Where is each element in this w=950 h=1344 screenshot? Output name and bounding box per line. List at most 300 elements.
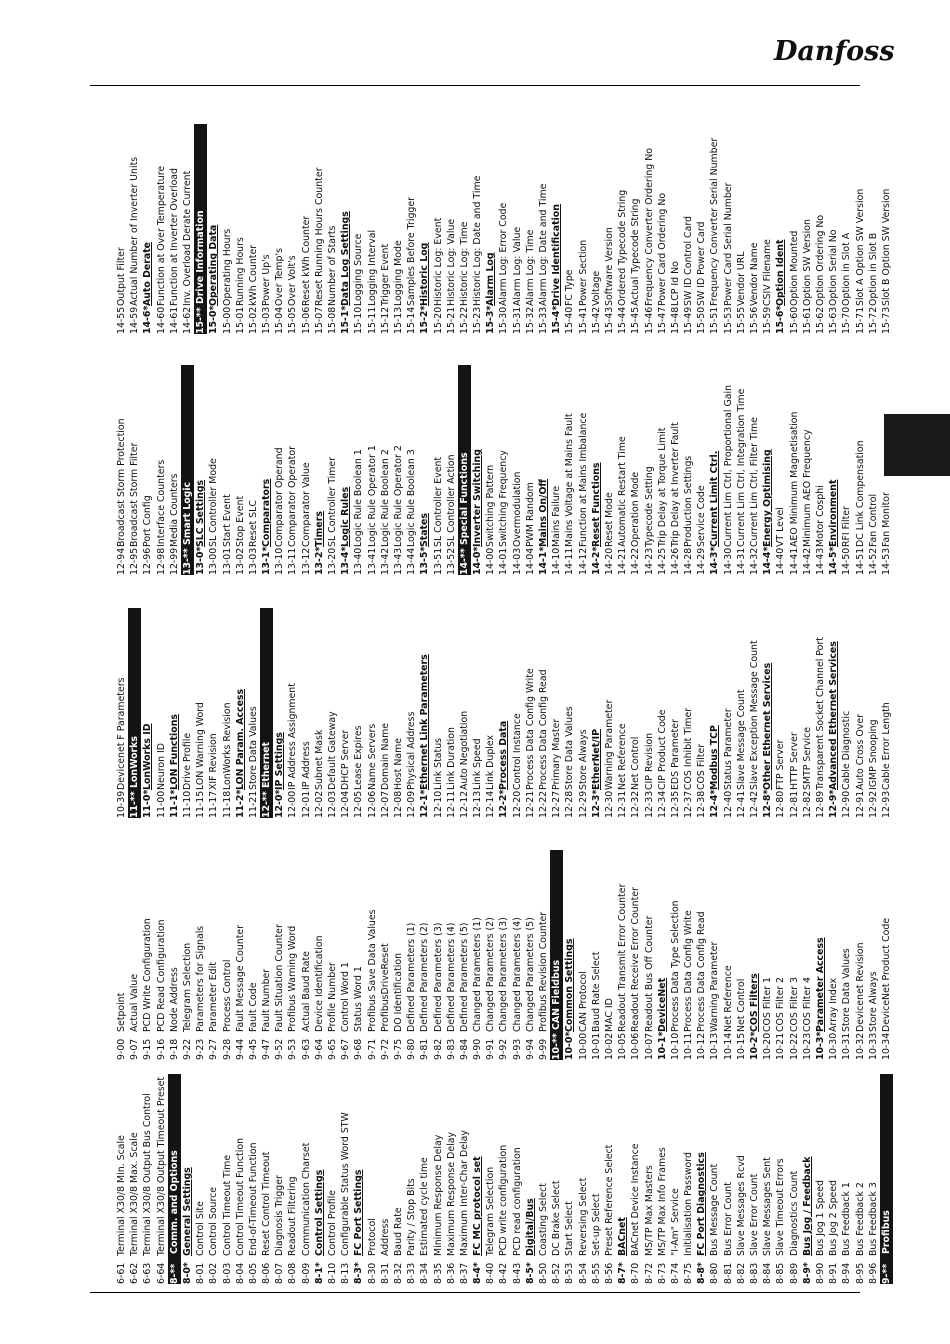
parameter-row (788, 1074, 801, 1284)
parameter-row (629, 124, 642, 334)
parameter-number: 14-41 (788, 547, 800, 575)
parameter-row (405, 608, 418, 818)
parameter-name: LON Warning Word (195, 702, 207, 790)
parameter-number: 14-0* (472, 546, 484, 575)
parameter-name: Historic Log: Event (432, 217, 444, 306)
parameter-number: 10-02 (603, 1032, 615, 1060)
parameter-number: 14-53 (880, 547, 892, 575)
parameter-name: Subnet Mask (313, 729, 325, 790)
parameter-name: FTP Server (775, 739, 787, 790)
parameter-row (563, 365, 576, 575)
parameter-row (326, 850, 339, 1060)
parameter-name: MS/TP Max Info Frames (656, 1147, 668, 1256)
footer-rule (90, 1292, 860, 1293)
parameter-name: CIP Revision (643, 732, 655, 790)
parameter-number: 15-63 (828, 306, 840, 334)
parameter-row (339, 850, 352, 1060)
parameter-row (761, 124, 774, 334)
parameter-name: DHCP Server (340, 729, 352, 790)
parameter-name: Telegram Selection (181, 942, 193, 1032)
parameter-name: LonWorks ID (142, 723, 154, 790)
parameter-name: Defined Parameters (2) (419, 922, 431, 1032)
parameter-row (115, 1074, 128, 1284)
parameter-number: 8-8* (696, 1262, 708, 1284)
parameter-number: 10-05 (617, 1032, 629, 1060)
parameter-row (590, 850, 603, 1060)
parameter-number: 13-00 (208, 547, 220, 575)
parameter-number: 13-1* (261, 546, 273, 575)
parameter-number: 10-11 (683, 1032, 695, 1060)
parameter-name: Broadcast Storm Protection (116, 418, 127, 547)
parameter-row (695, 850, 708, 1060)
parameter-number: 14-** (458, 548, 470, 575)
parameter-name: Historic Log: Time (458, 221, 470, 306)
parameter-number: 12-06 (366, 790, 378, 818)
parameter-row (432, 1074, 445, 1284)
parameter-name: CIP Product Code (656, 709, 668, 790)
parameter-row (497, 124, 510, 334)
parameter-number: 11-21 (247, 790, 259, 818)
parameter-number: 13-51 (432, 547, 444, 575)
parameter-name: Ethernet Link Parameters (419, 654, 431, 790)
parameter-name: Actual Number of Inverter Units (129, 156, 141, 306)
parameter-row (445, 365, 458, 575)
parameter-number: 15-45 (630, 306, 642, 334)
parameter-name: States (419, 513, 431, 547)
parameter-name: Function at Inverter Overload (168, 168, 180, 306)
parameter-row (669, 365, 682, 575)
parameter-number: 8-03 (221, 1262, 233, 1284)
parameter-number: 10-30 (828, 1032, 840, 1060)
parameter-row (458, 608, 471, 818)
parameter-row (511, 124, 524, 334)
parameter-name: Timers (313, 511, 325, 547)
parameter-name: Comparators (261, 478, 273, 547)
parameter-number: 13-5* (419, 546, 431, 575)
parameter-name: PCD read configuration (511, 1147, 523, 1256)
parameter-row (735, 850, 748, 1060)
parameter-name: Terminal X30/8 Max. Scale (129, 1132, 141, 1256)
parameter-row (300, 365, 313, 575)
parameter-number: 9-82 (432, 1038, 444, 1060)
parameter-name: Store Data Values (841, 948, 853, 1032)
parameter-number: 12-90 (841, 790, 853, 818)
parameter-number: 8-83 (749, 1262, 760, 1284)
parameter-number: 8-7* (617, 1262, 629, 1284)
parameter-number: 14-55 (116, 306, 127, 334)
parameter-name: Control Source (208, 1186, 220, 1256)
parameter-name: Terminal X30/8 Output Timeout Preset (155, 1076, 167, 1256)
parameter-row (194, 1074, 207, 1284)
parameter-number: 12-89 (814, 790, 826, 818)
parameter-row (814, 608, 827, 818)
parameter-row (643, 124, 656, 334)
parameter-name: LON Functions (168, 714, 180, 790)
subgroup-row (260, 365, 273, 575)
parameter-number: 15-71 (854, 306, 866, 334)
parameter-row (247, 608, 260, 818)
parameter-number: 9-92 (498, 1038, 510, 1060)
parameter-row (840, 608, 853, 818)
parameter-row (458, 124, 471, 334)
parameter-name: Devicenet F Parameters (116, 677, 127, 790)
parameter-name: Cable Error Length (880, 702, 892, 790)
parameter-name: Drive Identification (551, 204, 563, 306)
parameter-table (115, 122, 892, 1284)
parameter-number: 6-64 (155, 1262, 167, 1284)
subgroup-row (708, 365, 721, 575)
subgroup-row (207, 124, 220, 334)
subgroup-row (141, 608, 154, 818)
parameter-number: 13-12 (300, 547, 312, 575)
parameter-row (577, 1074, 590, 1284)
parameter-name: FC MC protocol set (472, 1156, 484, 1256)
parameter-number: 14-3* (709, 546, 721, 575)
parameter-number: 13-42 (379, 547, 391, 575)
parameter-row (643, 1074, 656, 1284)
parameter-name: Transparent Socket Channel Port (814, 637, 826, 790)
parameter-name: Modbus TCP (709, 725, 721, 790)
parameter-number: 9-16 (155, 1038, 167, 1060)
parameter-name: Trip Delay at Torque Limit (656, 427, 668, 547)
parameter-number: 9-53 (287, 1038, 299, 1060)
parameter-name: COS Inhibit Timer (683, 707, 695, 790)
parameter-number: 14-52 (867, 547, 879, 575)
parameter-row (405, 850, 418, 1060)
parameter-row (629, 1074, 642, 1284)
parameter-number: 14-28 (683, 547, 695, 575)
parameter-row (643, 365, 656, 575)
parameter-name: Array Index (828, 977, 840, 1032)
parameter-number: 14-43 (814, 547, 826, 575)
parameter-name: Process Data Type Selection (669, 900, 681, 1032)
parameter-name: Inverter Switching (472, 449, 484, 547)
parameter-row (286, 124, 299, 334)
subgroup-row (418, 124, 431, 334)
parameter-number: 9-22 (181, 1038, 193, 1060)
parameter-name: Reversing Select (577, 1177, 589, 1256)
parameter-name: VT Level (775, 507, 787, 547)
parameter-name: Running Hours (234, 237, 246, 306)
parameter-number: 15-06 (300, 306, 312, 334)
parameter-row (128, 1074, 141, 1284)
parameter-name: Vendor URL (735, 251, 747, 306)
parameter-number: 15-41 (577, 306, 589, 334)
parameter-number: 9-47 (261, 1038, 273, 1060)
parameter-name: Store Data Values (247, 706, 259, 790)
parameter-number: 15-14 (406, 306, 418, 334)
parameter-number: 15-61 (801, 306, 813, 334)
parameter-row (326, 365, 339, 575)
parameter-number: 9-68 (353, 1038, 365, 1060)
parameter-row (854, 608, 867, 818)
parameter-row (352, 365, 365, 575)
parameter-number: 14-42 (801, 547, 813, 575)
parameter-name: Operation Mode (630, 471, 642, 547)
parameter-name: Ethernet (260, 608, 273, 790)
group-header-row (128, 608, 141, 818)
parameter-name: kWh Counter (247, 244, 259, 306)
parameter-row (656, 1074, 669, 1284)
parameter-number: 12-42 (749, 790, 760, 818)
parameter-name: Alarm Log: Date and Time (538, 183, 549, 306)
parameter-number: 14-25 (656, 547, 668, 575)
parameter-name: Digital/Bus (524, 1198, 536, 1256)
parameter-number: 8-13 (340, 1262, 352, 1284)
parameter-row (260, 124, 273, 334)
parameter-row (550, 608, 563, 818)
parameter-number: 11-0* (142, 789, 154, 818)
subgroup-row (761, 365, 774, 575)
parameter-row (603, 124, 616, 334)
parameter-name: Profibus Warning Word (287, 925, 299, 1032)
parameter-number: 8-31 (379, 1262, 391, 1284)
parameter-row (616, 850, 629, 1060)
parameter-number: 15-** (195, 307, 207, 334)
parameter-number: 13-** (181, 548, 193, 575)
parameter-name: Profile Number (327, 962, 338, 1032)
parameter-name: Function at Mains Imbalance (577, 412, 589, 547)
parameter-name: Advanced Ethernet Services (828, 641, 840, 790)
parameter-row (471, 850, 484, 1060)
parameter-name: Process Data Config Write (683, 910, 695, 1032)
parameter-row (497, 850, 510, 1060)
parameter-name: Power Section (577, 239, 589, 306)
parameter-name: IGMP Snooping (867, 719, 879, 790)
parameter-number: 10-31 (841, 1032, 853, 1060)
parameter-number: 10-34 (880, 1032, 892, 1060)
parameter-name: Broadcast Storm Filter (129, 442, 141, 547)
parameter-row (286, 365, 299, 575)
parameter-name: Operating Data (208, 224, 220, 306)
subgroup-row (801, 1074, 814, 1284)
parameter-number: 8-09 (300, 1262, 312, 1284)
parameter-name: Setpoint (116, 992, 127, 1032)
parameter-name: MS/TP Max Masters (643, 1165, 655, 1256)
parameter-number: 8-55 (590, 1262, 602, 1284)
parameter-row (880, 365, 893, 575)
parameter-row (524, 608, 537, 818)
parameter-name: SMTP Service (801, 726, 813, 790)
parameter-row (379, 1074, 392, 1284)
parameter-name: DeviceNet Product Code (880, 917, 892, 1032)
parameter-number: 8-96 (867, 1262, 879, 1284)
parameter-name: FC Type (564, 269, 576, 306)
parameter-name: LonWorks Revision (221, 702, 233, 790)
parameter-number: 10-23 (801, 1032, 813, 1060)
parameter-number: 15-2* (419, 305, 431, 334)
subgroup-row (761, 608, 774, 818)
parameter-name: Readout Transmit Error Counter (617, 883, 629, 1032)
parameter-number: 15-6* (775, 305, 787, 334)
parameter-name: General Settings (181, 1167, 193, 1256)
parameter-number: 13-4* (340, 546, 352, 575)
parameter-name: Store Data Values (564, 706, 576, 790)
parameter-number: 14-31 (735, 547, 747, 575)
parameter-row (273, 1074, 286, 1284)
subgroup-row (524, 1074, 537, 1284)
parameter-row (141, 365, 154, 575)
parameter-number: 12-01 (300, 790, 312, 818)
parameter-name: LON Param. Access (234, 688, 246, 790)
parameter-number: 8-07 (274, 1262, 286, 1284)
parameter-name: Frequency Converter Serial Number (709, 137, 721, 306)
parameter-name: AEO Minimum Magnetisation (788, 411, 800, 547)
parameter-number: 15-62 (814, 306, 826, 334)
parameter-row (511, 365, 524, 575)
subgroup-row (616, 1074, 629, 1284)
parameter-number: 12-13 (472, 790, 484, 818)
parameter-number: 8-5* (524, 1262, 536, 1284)
parameter-name: Estimated cycle time (419, 1157, 431, 1256)
parameter-row (168, 124, 181, 334)
parameter-name: Fault Code (247, 982, 259, 1032)
parameter-column-4 (115, 365, 893, 575)
parameter-number: 9-67 (340, 1038, 352, 1060)
parameter-name: SW ID Power Card (696, 221, 708, 306)
parameter-row (656, 124, 669, 334)
parameter-number: 15-22 (458, 306, 470, 334)
parameter-name: Comparator Operand (274, 447, 286, 547)
parameter-number: 15-3* (485, 305, 497, 334)
parameter-name: Terminal X30/8 Output Bus Control (142, 1093, 154, 1256)
parameter-number: 12-30 (603, 790, 615, 818)
parameter-number: 14-30 (722, 547, 734, 575)
parameter-number: 12-4* (709, 789, 721, 818)
parameter-number: 14-62 (181, 306, 193, 334)
parameter-name: Actual Baud Rate (300, 951, 312, 1032)
parameter-number: 12-32 (630, 790, 642, 818)
parameter-row (155, 365, 168, 575)
parameter-number: 12-95 (129, 547, 141, 575)
parameter-row (854, 124, 867, 334)
parameter-row (774, 608, 787, 818)
parameter-name: Control Word 1 (340, 962, 352, 1032)
parameter-name: Reset Running Hours Counter (313, 167, 325, 306)
parameter-row (445, 608, 458, 818)
parameter-row (352, 608, 365, 818)
parameter-row (682, 365, 695, 575)
parameter-name: Smart Logic (181, 365, 194, 547)
parameter-name: DO Identification (392, 952, 404, 1032)
parameter-number: 8-53 (564, 1262, 576, 1284)
parameter-number: 9-52 (274, 1038, 286, 1060)
parameter-row (458, 1074, 471, 1284)
parameter-number: 10-39 (116, 790, 127, 818)
parameter-name: Diagnostics Count (788, 1170, 800, 1256)
subgroup-row (827, 365, 840, 575)
parameter-row (141, 850, 154, 1060)
parameter-name: Frequency Converter Ordering No (643, 148, 655, 306)
parameter-number: 8-82 (735, 1262, 747, 1284)
parameter-name: Comparator Operator (287, 446, 299, 547)
parameter-name: Environment (828, 479, 840, 547)
parameter-row (827, 850, 840, 1060)
parameter-number: 15-03 (261, 306, 273, 334)
parameter-number: 8-89 (788, 1262, 800, 1284)
subgroup-row (339, 365, 352, 575)
parameter-name: Power Card Serial Number (722, 182, 734, 306)
parameter-number: 13-41 (366, 547, 378, 575)
parameter-number: 15-00 (221, 306, 233, 334)
parameter-name: Logic Rule Boolean 2 (379, 449, 391, 547)
parameter-number: 12-20 (511, 790, 523, 818)
parameter-name: Address (379, 1218, 391, 1256)
parameter-name: Reset kWh Counter (300, 215, 312, 306)
subgroup-row (695, 1074, 708, 1284)
parameter-number: 6-61 (116, 1262, 127, 1284)
parameter-number: 12-09 (406, 790, 418, 818)
parameter-number: 10-06 (630, 1032, 642, 1060)
parameter-column-3 (115, 608, 893, 818)
parameter-number: 12-80 (775, 790, 787, 818)
parameter-row (141, 1074, 154, 1284)
parameter-number: 9-75 (392, 1038, 404, 1060)
parameter-number: 8-36 (445, 1262, 457, 1284)
parameter-number: 14-32 (749, 547, 760, 575)
parameter-row (801, 365, 814, 575)
subgroup-row (339, 124, 352, 334)
parameter-number: 8-74 (669, 1262, 681, 1284)
parameter-row (194, 608, 207, 818)
parameter-column-2 (115, 850, 893, 1060)
parameter-number: 14-40 (775, 547, 787, 575)
parameter-number: 14-50 (841, 547, 853, 575)
parameter-name: Control Site (195, 1201, 207, 1256)
parameter-row (128, 850, 141, 1060)
parameter-name: Bus Jog 2 Speed (828, 1179, 840, 1256)
parameter-number: 10-** (551, 1033, 563, 1060)
parameter-row (207, 850, 220, 1060)
parameter-row (537, 1074, 550, 1284)
parameter-number: 14-2* (590, 546, 602, 575)
parameter-row (748, 608, 761, 818)
parameter-name: Bus Jog / Feedback (801, 1156, 813, 1256)
parameter-name: Auto Cross Over (854, 714, 866, 790)
parameter-number: 15-53 (722, 306, 734, 334)
parameter-number: 9-71 (366, 1038, 378, 1060)
parameter-row (669, 124, 682, 334)
parameter-name: Profibus Save Data Values (366, 909, 378, 1032)
parameter-row (155, 124, 168, 334)
parameter-number: 10-1* (656, 1031, 668, 1060)
parameter-name: Mains Voltage at Mains Fault (564, 413, 576, 547)
parameter-row (497, 365, 510, 575)
parameter-row (577, 850, 590, 1060)
parameter-row (656, 365, 669, 575)
parameter-number: 11-10 (181, 790, 193, 818)
parameter-number: 8-06 (261, 1262, 273, 1284)
parameter-number: 12-0* (274, 789, 286, 818)
parameter-row (643, 850, 656, 1060)
parameter-name: Logic Rule Boolean 1 (353, 449, 365, 547)
parameter-row (616, 365, 629, 575)
parameter-row (155, 850, 168, 1060)
parameter-number: 12-94 (116, 547, 127, 575)
parameter-name: COS Filter 1 (762, 976, 774, 1032)
parameter-number: 8-95 (854, 1262, 866, 1284)
parameter-number: 8-85 (775, 1262, 787, 1284)
parameter-name: Vendor Name (749, 242, 760, 306)
parameter-number: 14-4* (762, 546, 774, 575)
parameter-name: Over Volt's (287, 255, 299, 306)
parameter-name: Process Data Config Read (538, 669, 549, 790)
parameter-name: IP Settings (274, 732, 286, 790)
parameter-name: Defined Parameters (5) (458, 922, 470, 1032)
parameter-name: COS Filter (696, 743, 708, 790)
parameter-row (432, 365, 445, 575)
parameter-number: 9-91 (485, 1038, 497, 1060)
